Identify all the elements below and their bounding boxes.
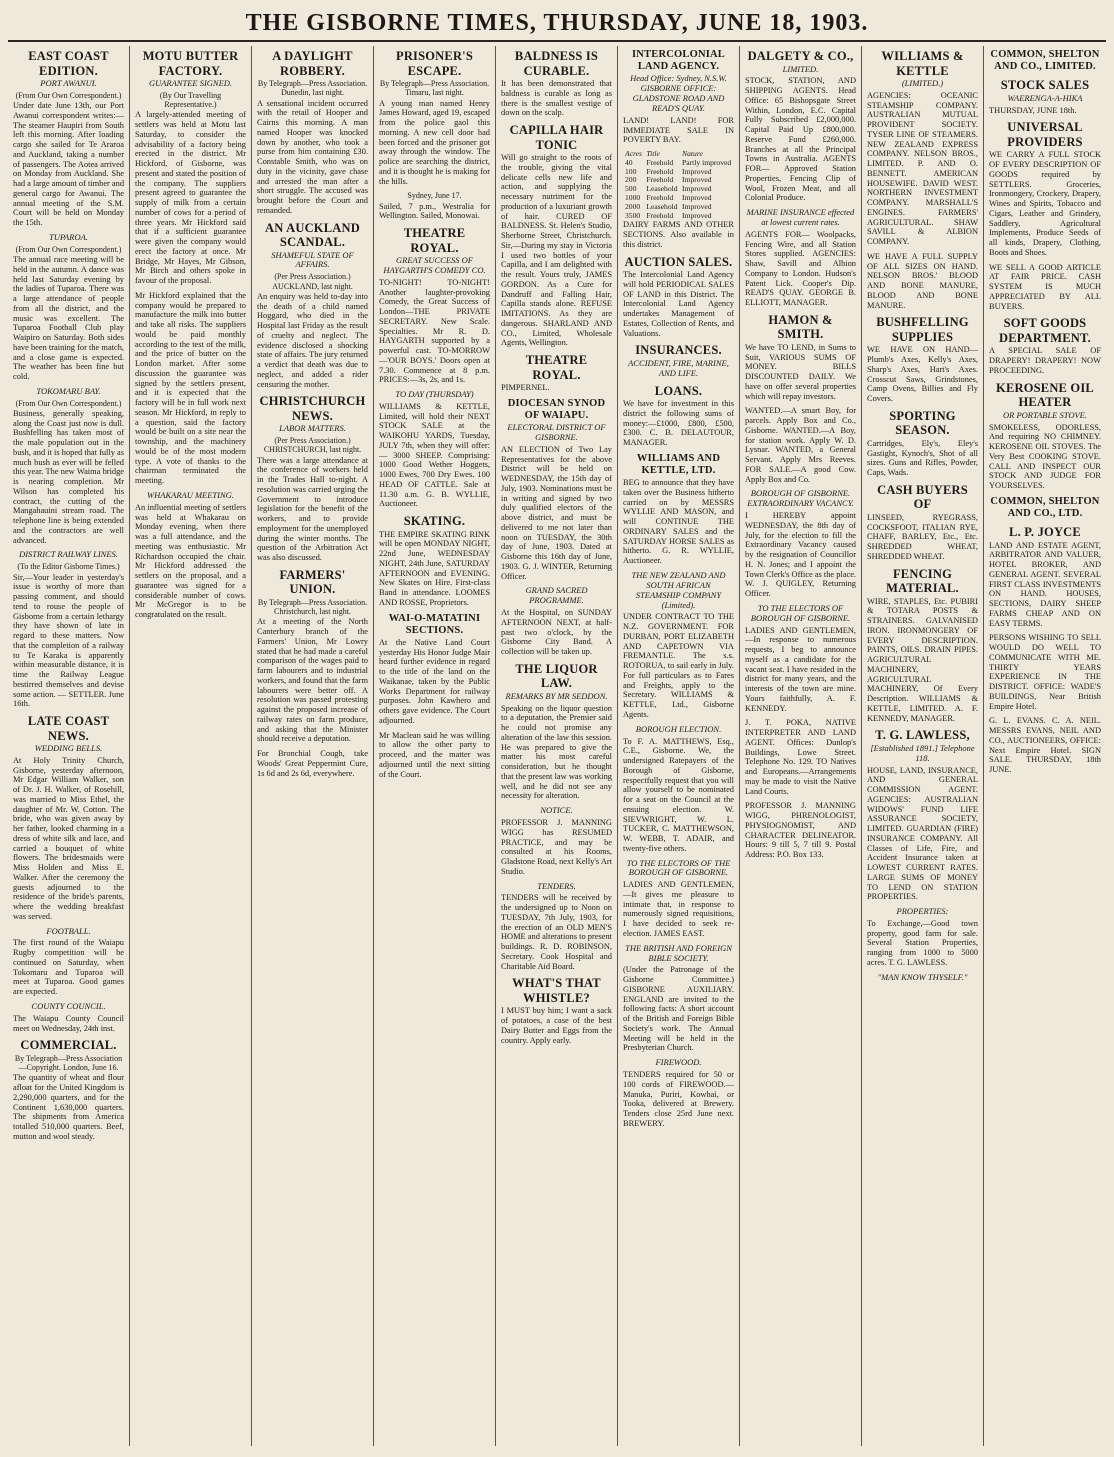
column-4 (374, 46, 496, 1446)
article-headline: HAMON & SMITH. (768, 312, 833, 342)
table-row (623, 176, 734, 185)
article-subhead: PROPERTIES: (896, 906, 949, 917)
article-body: The Intercolonial Land Agency will hold PERIODICAL SALES OF LAND in this District. The Intercolonial Land Agency undertakes Management of Estates, Collection of Rents, and Valuations. (623, 270, 734, 338)
article (867, 252, 978, 311)
article-body: DAIRY FARMS AND OTHER SECTIONS. Also available in this district. (623, 220, 734, 249)
article-headline: A DAYLIGHT ROBBERY. (272, 49, 353, 78)
article-body: HOUSE, LAND, INSURANCE, AND GENERAL COMMISSION AGENT. AGENCIES: AUSTRALIAN WIDOWS' FUND LIFE ASSURANCE SOCIETY, LIMITED. GUARDIAN (FIRE) INSURANCE COMPANY. All Classes of Life, Fire, and Accident Insurance taken at LOWEST CURRENT RATES. LARGE SUMS OF MONEY TO LEND ON STATION PROPERTIES. (867, 765, 978, 902)
article-headline: UNIVERSAL PROVIDERS (1007, 120, 1083, 149)
article (135, 49, 246, 286)
article-body: Business, generally speaking, along the Coast just now is dull. Bushfelling has taken most of the male population out in the bush, and it is hoped that fully as much bush as ever will be felled this year. The new Waima bridge is nearing completion. Mr Wilson has completed his contract, the cutting of the Mangahauini stream road. The telephone line is being extended and the contractors are well advanced. (13, 408, 124, 545)
table-cell: Freehold (646, 193, 674, 203)
column-9 (984, 46, 1106, 1446)
article-body: PROFESSOR J. MANNING WIGG has RESUMED PRACTICE, and may be consulted at his Rooms, Gladstone Road, next Kelly's Art Studio. (501, 818, 612, 876)
article-body: TO-NIGHT! TO-NIGHT! Another laughter-provoking Comedy, the Great Success of London—THE PRIVATE SECRETARY. New Scale. Specialties. Mr R. D. HAYGARTH supported by a powerful cast. TO-MORROW—'OUR BOYS.' Doors open at 7.30. Commence at 8 p.m. PRICES:—3s, 2s, and 1s. (379, 277, 490, 385)
article (867, 483, 978, 562)
article-headline: CHRISTCHURCH NEWS. (259, 394, 366, 423)
article-subhead: THE BRITISH AND FOREIGN BIBLE SOCIETY. (625, 942, 732, 963)
article-subhead: Head Office: Sydney, N.S.W. GISBORNE OFFICE: GLADSTONE ROAD AND READ'S QUAY. (630, 73, 727, 113)
article-subhead: GREAT SUCCESS OF HAYGARTH'S COMEDY CO. (383, 255, 486, 275)
column-2 (130, 46, 252, 1446)
column-8 (862, 46, 984, 1446)
article-body: LAND! LAND! FOR IMMEDIATE SALE IN POVERTY BAY. (623, 115, 734, 145)
page-title: THE GISBORNE TIMES, THURSDAY, JUNE 18, 1903. (8, 6, 1106, 42)
article-subhead: WAERENGA-A-HIKA (1007, 92, 1083, 103)
article-body: STOCK, STATION, AND SHIPPING AGENTS. Head Office: 65 Bishopsgate Street Within, London, E.C. Capital Fully Subscribed £2,000,000. Capital Paid Up £800,000. Reserve Fund £260,000. Branches at all the Principal Towns in Australia. AGENTS FOR— Approved Station Properties, Fencing Clip of Wool, Frozen Meat, and all Colonial Produce. (745, 76, 856, 203)
article-body: WILLIAMS & KETTLE, Limited, will hold their NEXT STOCK SALE at the WAIKOHU YARDS, Tuesday, JULY 7th, when they will offer:— 3000 SHEEP. Comprising: 1000 Good Wether Hoggets, 1000 Ewes, 700 Dry Ewes. 100 HEAD OF CATTLE. Sale at 11.30 a.m. G. B. WYLLIE, Auctioneer. (379, 401, 490, 509)
article-body: TENDERS will be received by the undersigned up to Noon on TUESDAY, 7th July, 1903, for the erection of an OLD MEN'S HOME and alterations to present buildings. R. D. ROBINSON, Secretary. Cook Hospital and Charitable Aid Board. (501, 893, 612, 971)
article (501, 806, 612, 876)
table-cell: Leasehold (646, 184, 678, 194)
article-headline: BALDNESS IS CURABLE. (514, 49, 599, 78)
article-headline: CAPILLA HAIR TONIC (509, 123, 604, 152)
article-body: The quantity of wheat and flour afloat for the United Kingdom is 2,290,000 quarters, and for the Continent 1,630,000 quarters. The shipments from America totalled 510,000 quarters. Beef, mutton and wool steady. (13, 1073, 124, 1141)
article-headline: STOCK SALES (1000, 78, 1090, 93)
article (623, 384, 734, 448)
article (623, 220, 734, 249)
article-dateline: By Telegraph—Press Association. Dunedin, last night. (257, 79, 368, 98)
table-row (623, 212, 734, 221)
article-body: Cartridges, Ely's, Eley's Gastight, Kynoch's, Shot of all sizes. Guns and Rifles, Powder, Caps, Wads. (867, 438, 978, 478)
article (379, 613, 490, 726)
article-body: BEG to announce that they have taken over the Business hitherto carried on by MESSRS WYLLIE AND MASON, and will CONTINUE THE ORDINARY SALES and the SATURDAY HORSE SALES as hitherto. G. R. WYLLIE, Auctioneer. (623, 478, 734, 566)
article-subhead: FOOTBALL. (46, 925, 91, 936)
article (989, 263, 1101, 312)
article (867, 567, 978, 724)
table-cell: 40 (625, 157, 633, 167)
article-subhead: WEDDING BELLS. (34, 743, 103, 753)
article-subhead: NOTICE. (540, 805, 573, 816)
article-headline: AUCTION SALES. (624, 254, 733, 269)
article-body: WE HAVE ON HAND— Plumb's Axes, Kelly's Axes, Sharp's Axes, Hart's Axes. Crosscut Saws, Grindstones, Camp Ovens, Billies and Fly Covers. (867, 345, 978, 404)
table-cell: 2000 (625, 201, 641, 211)
article-headline: SOFT GOODS DEPARTMENT. (999, 316, 1091, 345)
article-headline: T. G. LAWLESS, (875, 728, 970, 743)
article (379, 731, 490, 780)
article-body: Speaking on the liquor question to a deputation, the Premier said he could not promise any alteration of the law this session. He was prepared to give the matter his most careful consideration, but he thought that the present law was working well, and he did not see any necessity for alteration. (501, 703, 612, 801)
article-headline: COMMON, SHELTON AND CO., LIMITED. (990, 49, 1100, 73)
article (13, 550, 124, 709)
article-body: A largely-attended meeting of settlers was held at Motu last Saturday, to consider the advisability of a factory being erected in the district. Mr Hickford, of Gisborne, was present and stated the position of the company. The suppliers present agreed to guarantee the supply of milk from a certain number of cows for a period of three years. Mr Hickford said that if a sufficient guarantee were given the company would erect the factory at once. Mr Bridge, Mr Hayes, Mr Gibson, Mr Birch and others spoke in favour of the proposal. (135, 110, 246, 286)
article (13, 714, 124, 922)
article (13, 387, 124, 546)
table-cell: Freehold (646, 210, 674, 220)
table-cell: 1000 (625, 193, 641, 203)
article (623, 1058, 734, 1128)
article-dateline: (To the Editor Gisborne Times.) (17, 562, 120, 572)
article-dateline: (From Our Own Correspondent.) (15, 244, 122, 254)
table-header: Nature (682, 149, 703, 159)
article (257, 568, 368, 744)
article (257, 394, 368, 563)
article-subhead: TENDERS. (537, 880, 576, 891)
article (867, 409, 978, 478)
article-body: (Under the Patronage of the Gisborne Committee.) GISBORNE AUXILIARY. ENGLAND are invited to the following facts: A short account of the British and Foreign Bible Society's work. The Annual Meeting will be held in the Presbyterian Church. (623, 965, 734, 1053)
article-body: Mr Maclean said he was willing to allow the other party to proceed, and the matter was adjourned until the next sitting of the Court. (379, 730, 490, 779)
table-header: Title (646, 149, 660, 159)
table-cell: Improved (682, 210, 712, 220)
article-headline: INTERCOLONIAL LAND AGENCY. (631, 49, 726, 73)
article-body: THE EMPIRE SKATING RINK will be open MONDAY NIGHT, 22nd June, WEDNESDAY NIGHT, 24th June, SATURDAY AFTERNOON and EVENING. New Skates on Hire. First-class Band in attendance. LOOMES AND ROSSE, Proprietors. (379, 529, 490, 607)
table-cell: Improved (682, 166, 712, 176)
article (379, 390, 490, 509)
article-headline: SKATING. (403, 514, 466, 529)
article-headline: WAI-O-MATATINI SECTIONS. (388, 612, 481, 636)
article-body: It has been demonstrated that baldness is curable as long as there is the smallest vestige of down on the scalp. (501, 79, 612, 118)
column-3 (252, 46, 374, 1446)
article-headline: LOANS. (654, 383, 703, 398)
article-subhead: FIREWOOD. (655, 1057, 702, 1068)
article (989, 49, 1101, 73)
article (13, 49, 124, 228)
article (989, 316, 1101, 375)
article-body: The annual race meeting will be held in the autumn. A dance was held last Saturday evening by the ladies of Tuparoa. There was a large attendance of people from all the district, and the music was excellent. The Tuparoa Football Club play Waipiro on Saturday. Both sides have been training for the match, and a close game is expected. The weather has been fine but cold. (13, 255, 124, 381)
table-cell: Improved (682, 184, 712, 194)
article-subhead: REMARKS BY MR SEDDON. (505, 690, 608, 701)
article (257, 749, 368, 778)
article (623, 571, 734, 720)
article-subhead: DISTRICT RAILWAY LINES. (19, 549, 118, 560)
article (867, 315, 978, 404)
article-body: Sailed, 7 p.m., Westralia for Wellington. Sailed, Monowai. (379, 201, 490, 221)
article-headline: AN AUCKLAND SCANDAL. (265, 220, 360, 250)
article (867, 49, 978, 247)
article-body: Sir,—Your leader in yesterday's issue is worthy of more than passing comment, and should tend to rouse the people of Gisborne from a certain lethargy they have shown of late in regard to these matters. Now that the completion of a railway to Te Karaka is apparently within measurable distance, it is time the Railway League bestirred themselves and devise some action. — SETTLER. June 16th. (13, 572, 124, 709)
article-headline: FARMERS' UNION. (279, 567, 346, 597)
article (745, 208, 856, 308)
article-headline: FENCING MATERIAL. (886, 566, 959, 596)
article-headline: SPORTING SEASON. (889, 408, 956, 438)
table-row (623, 159, 734, 168)
article (135, 291, 246, 486)
table-cell: 200 (625, 175, 637, 185)
article-subhead: BOROUGH OF GISBORNE. EXTRAORDINARY VACANCY. (747, 488, 854, 509)
article-headline: COMMON, SHELTON AND CO., LTD. (990, 495, 1100, 519)
article (745, 718, 856, 796)
article (379, 191, 490, 221)
article-subhead: TO THE ELECTORS OF BOROUGH OF GISBORNE. (750, 602, 851, 623)
article (867, 907, 978, 968)
article (989, 381, 1101, 491)
article-body: AGENTS FOR— Woolpacks, Fencing Wire, and all Station Stores supplied. AGENCIES: Shaw, Savill and Albion Company to London. Hudson's Patent Lick. Cooper's Dip. READ'S QUAY. GEORGE B. ELLIOTT, MANAGER. (745, 229, 856, 308)
article-body: LINSEED, RYEGRASS, COCKSFOOT, ITALIAN RYE, CHAFF, BARLEY, Etc., Etc. SHREDDED WHEAT, SHREDDED WHEAT. (867, 512, 978, 561)
article-body: Under date June 13th, our Port Awanui correspondent writes:—The steamer Haupiri from South left this morning. After loading cargo she sailed for Te Araroa and Auckland, taking a number of passengers. The Aotea arrived on Monday from Auckland. She had a large amount of timber and general cargo for Awanui. The annual meeting of the S.M. Court will be held on Monday the 15th. (13, 101, 125, 228)
article (745, 604, 856, 713)
article-body: Mr Hickford explained that the company would be prepared to manufacture the milk into butter and take all risks. The suppliers would be paid monthly according to the test of the milk, and the price of butter on the London market. After some discussion the guarantee was signed by the settlers present, and it is expected that the factory will be in full work next season. Mr Hickford, in reply to a question, said the factory would be built on a site near the township, and the machinery would be of the most modern type. A vote of thanks to the chairman terminated the meeting. (135, 290, 246, 486)
article (501, 882, 612, 972)
article-subhead: ELECTORAL DISTRICT OF GISBORNE. (507, 422, 606, 442)
article-body: A sensational incident occurred with the retail of Hooper and Cairns this morning. A man named Hooper was knocked down by another, who took a purse from him containing £30. Constable Smith, who was on duty in the vicinity, gave chase and arrested the man after a short struggle. The accused was brought before the Court and remanded. (257, 98, 368, 215)
article-dateline: By Telegraph—Press Association—Copyright. London, June 16. (14, 1053, 123, 1073)
article-headline: INSURANCES. (635, 343, 722, 358)
article (989, 78, 1101, 115)
article-subhead: LABOR MATTERS. (279, 423, 346, 434)
article-headline: THE LIQUOR LAW. (515, 661, 598, 691)
table-row (623, 168, 734, 177)
article-body: LAND AND ESTATE AGENT, ARBITRATOR AND VALUER, HOTEL BROKER, AND GENERAL AGENT. SEVERAL FIRST CLASS INVESTMENTS ON HAND. HOUSES, SECTIONS, DAIRY SHEEP FARMS CHEAP AND ON EASY TERMS. (989, 540, 1101, 628)
table-cell: Partly improved (682, 157, 732, 167)
article-headline: CASH BUYERS OF (877, 482, 968, 512)
article-subhead: TUPAROA. (49, 231, 88, 242)
article-body: We have TO LEND, in Sums to Suit, VARIOUS SUMS OF MONEY. BILLS DISCOUNTED DAILY. We have on offer several properties which will repay investors. (745, 342, 856, 401)
article-subhead: SHAMEFUL STATE OF AFFAIRS. (271, 249, 354, 270)
table-header: Acres (625, 149, 643, 159)
columns-container (8, 46, 1106, 1446)
article (989, 120, 1101, 257)
article (379, 514, 490, 608)
article (989, 525, 1101, 628)
article (623, 453, 734, 566)
article-body: To Exchange,—Good town property, good farm for sale. Several Station Properties, ranging from 1000 to 5000 acres. T. G. LAWLESS. (867, 918, 978, 967)
article (501, 123, 612, 348)
column-1 (8, 46, 130, 1446)
article-subhead: PORT AWANUI. (40, 78, 97, 88)
table-cell: 3500 (625, 210, 641, 220)
article-body: To F. A. MATTHEWS, Esq., C.E., Gisborne. We, the undersigned Ratepayers of the Borough of Gisborne, respectfully request that you will allow yourself to be nominated for a seat on the Council at the ensuing election. W. SIEVWRIGHT, W. L. TUCKER, C. MATTHEWSON, W. WEBB, T. ADAIR, and twenty-five others. (623, 736, 734, 853)
article-headline: EAST COAST EDITION. (28, 49, 109, 78)
article-headline: KEROSENE OIL HEATER (996, 380, 1094, 410)
article-subhead: LIMITED. (782, 63, 819, 74)
article-headline: DIOCESAN SYNOD OF WAIAPU. (507, 397, 606, 421)
article (989, 496, 1101, 520)
article-subhead: "MAN KNOW THYSELF." (877, 971, 968, 982)
article (745, 489, 856, 598)
article-headline: THEATRE ROYAL. (403, 226, 466, 255)
article-body: A SPECIAL SALE OF DRAPERY! DRAPERY! NOW PROCEEDING. (989, 346, 1101, 375)
article-dateline: By Telegraph—Press Association. Christchurch, last night. (257, 597, 368, 617)
article-subhead: WHAKARAU MEETING. (147, 489, 234, 500)
article (13, 233, 124, 382)
article-body: AGENCIES: OCEANIC STEAMSHIP COMPANY. AUSTRALIAN MUTUAL PROVIDENT SOCIETY. TYSER LINE OF STEAMERS. NEW ZEALAND EXPRESS COMPANY. NELSON BROS., LIMITED. P. AND O. BENNETT. AMERICAN HOUSEWIFE. DAVID WEST. NORTHERN INVESTMENT COMPANY. MARSHALL'S ENGINES. FARMERS' AGRICULTURAL. SHAW SAVILL & ALBION COMPANY. (867, 90, 978, 247)
article-dateline: (From Our Own Correspondent.) (15, 90, 122, 100)
article-body: An influential meeting of settlers was held at Whakarau on Monday evening, when there was a full attendance, and the meeting was enthusiastic. Mr Richardson occupied the chair. Mr Hickford addressed the settlers on the proposal, and a guarantee was signed for a considerable number of cows. Mr McGregor is to be congratulated on the result. (135, 502, 246, 619)
column-6 (618, 46, 740, 1446)
table-cell: Freehold (646, 157, 674, 167)
article-body: There was a large attendance at the conference of workers held in the Trades Hall to-night. A resolution was carried urging the Government to introduce legislation for the benefit of the workers, and to provide employment for the unemployed during the winter months. The question of the Arbitration Act was also discussed. (257, 455, 368, 563)
article (989, 633, 1101, 711)
article-dateline: (Per Press Association.) CHRISTCHURCH, last night. (263, 436, 362, 455)
article-dateline: (From Our Own Correspondent.) (15, 398, 122, 408)
article-body: WE SELL A GOOD ARTICLE AT FAIR PRICE. CASH SYSTEM IS MUCH APPRECIATED BY ALL BUYERS. (989, 262, 1101, 311)
article (623, 944, 734, 1053)
article-body: At the Native Land Court yesterday His Honor Judge Mair heard further evidence in regard to the title of the land on the Waikanae, taken by the Public Works Department for railway purposes. John Kawhero and others gave evidence. The Court adjourned. (379, 637, 490, 725)
article-body: WIRE, STAPLES, Etc. PUBIRI & TOTARA POSTS & STRAINERS. GALVANISED IRON. IRONMONGERY OF EVERY DESCRIPTION. PAINTS, OILS. DRAIN PIPES. AGRICULTURAL MACHINERY, AGRICULTURAL MACHINERY, Of Every Description. WILLIAMS & KETTLE, LIMITED. A. F. KENNEDY, MANAGER. (867, 596, 978, 723)
table-cell: Freehold (646, 166, 674, 176)
article-subhead: ACCIDENT, FIRE, MARINE, AND LIFE. (628, 357, 729, 378)
article-body: WE HAVE A FULL SUPPLY OF ALL SIZES ON HAND. NELSON BROS.' BLOOD AND BONE MANURE, BLOOD AND BONE MANURE. (867, 251, 978, 310)
article (257, 49, 368, 216)
article (867, 973, 978, 983)
article-subhead: TO THE ELECTORS OF THE BOROUGH OF GISBORNE. (626, 857, 731, 878)
article-body: UNDER CONTRACT TO THE N.Z. GOVERNMENT. FOR DURBAN, PORT ELIZABETH AND CAPETOWN VIA FREMANTLE. The s.s. ROTORUA, to sail early in July. For full particulars as to Fares and Freights, apply to the Secretary. WILLIAMS & KETTLE, Ltd., Gisborne Agents. (623, 612, 734, 719)
article-headline: PRISONER'S ESCAPE. (395, 49, 474, 78)
article (745, 406, 856, 484)
article-headline: DALGETY & CO., (747, 49, 854, 63)
article (501, 976, 612, 1045)
article-body: LADIES AND GENTLEMEN,—In response to numerous requests, I beg to announce myself as a candidate for the vacant seat. I have resided in the district for many years, and the interests of the town are mine. Yours faithfully, A. F. KENNEDY. (745, 625, 856, 713)
article (745, 801, 856, 860)
article (867, 728, 978, 902)
article-headline: BUSHFELLING SUPPLIES (876, 315, 969, 344)
table-cell: Freehold (646, 175, 674, 185)
article-headline: L. P. JOYCE (1009, 525, 1081, 540)
article (257, 221, 368, 390)
article-dateline: By Telegraph—Press Association. Timaru, last night. (379, 79, 490, 98)
article (501, 662, 612, 801)
article-body: G. L. EVANS. C. A. NEIL. MESSRS EVANS, NEIL AND CO., AUCTIONEERS, OFFICE: Next Empire Hotel. SIGN SALE. THURSDAY, 18th JUNE. (989, 716, 1101, 775)
article-headline: WHAT'S THAT WHISTLE? (512, 976, 601, 1005)
land-price-table (623, 150, 734, 220)
article-dateline: (Per Press Association.) AUCKLAND, last night. (272, 272, 353, 291)
article-body: I MUST buy him; I want a sack of potatoes, a case of the best Dairy Butter and Eggs from the country. Apply early. (501, 1006, 612, 1045)
article (501, 49, 612, 118)
article-body: The Waiapu County Council meet on Wednesday, 24th inst. (13, 1013, 124, 1033)
article (13, 1038, 124, 1141)
article-subhead: BOROUGH ELECTION. (635, 723, 722, 734)
article-subhead: [Established 1891.] Telephone 118. (870, 742, 975, 763)
article-body: The first round of the Waiapu Rugby competition will be continued on Saturday, when Tokomaru and Tuparoa will meet at Tuparoa. Good games are expected. (13, 938, 124, 997)
table-cell: Improved (682, 193, 712, 203)
article-body: At the Hospital, on SUNDAY AFTERNOON NEXT, at half-past two o'clock, by the Gisborne City Band. A collection will be taken up. (501, 608, 612, 657)
article-body: At Holy Trinity Church, Gisborne, yesterday afternoon, Mr Edgar William Walker, son of Dr. J. H. Walker, of Rosehill, was married to Miss Ethel, the daughter of Mr. W. Cotton. The bride, who was given away by her father, looked charming in a dress of white silk and lace, and carried a bouquet of white flowers. The bridesmaids were Miss Holden and Miss E. Walker. After the ceremony the guests adjourned to the residence of the bride's parents, where the wedding breakfast was served. (13, 755, 124, 921)
article-body: An enquiry was held to-day into the death of a child named Hoggard, who died in the Hospital last Friday as the result of cruelty and neglect. The evidence disclosed a shocking state of affairs. The jury returned a verdict that death was due to neglect, and added a rider censuring the mother. (257, 291, 368, 389)
article-subhead: TO DAY (THURSDAY) (395, 389, 474, 400)
article (623, 859, 734, 939)
article-body: A young man named Henry James Howard, aged 19, escaped from the police gaol this morning. A new cell door had been forced and the prisoner got away through the window. The police are searching the district, and it is thought he is making for the hills. (379, 98, 490, 186)
article-body: I HEREBY appoint WEDNESDAY, the 8th day of July, for the election to fill the Extraordinary Vacancy caused by the resignation of Councillor H. N. Jones; and I appoint the Town Clerk's Office as the place. W. J. QUIGLEY, Returning Officer. (745, 511, 857, 599)
article (745, 313, 856, 402)
article-headline: MOTU BUTTER FACTORY. (142, 49, 239, 78)
article-subhead: MARINE INSURANCE effected at lowest current rates. (746, 207, 855, 227)
article-body: WANTED.—A smart Boy, for parcels. Apply Box and Co., Gisborne. WANTED.—A Boy, for station work. Apply W. D. Lysnar. WANTED, a General Servant. Apply Mrs Reeves. FOR SALE.—A good Cow. Apply Box and Co. (745, 406, 856, 484)
article-headline: LATE COAST NEWS. (27, 714, 110, 743)
article (13, 1002, 124, 1033)
column-7 (740, 46, 862, 1446)
article-body: SMOKELESS, ODORLESS, And requiring NO CHIMNEY. KEROSENE OIL STOVES. The Very Best COOKING STOVE. CALL AND INSPECT OUR STOCK AND JUDGE FOR YOURSELVES. (989, 422, 1101, 491)
article-body: WE CARRY A FULL STOCK OF EVERY DESCRIPTION OF GOODS required by SETTLERS. Groceries, Ironmongery, Crockery, Drapery, Wines and Spirits, Tobacco and Cigars, Leather and Grindery, Saddlery, Agricultural Implements, Produce Seeds of all kinds, Drapery, Clothing, Boots and Shoes. (989, 150, 1101, 257)
table-cell: Leasehold (646, 201, 678, 211)
article-subhead: OR PORTABLE STOVE. (1003, 409, 1087, 420)
table-cell: Improved (682, 175, 712, 185)
table-cell: Improved (682, 201, 712, 211)
article-body: Will go straight to the roots of the trouble, giving the vital delicate cells new life and action, and supplying the necessary nutriment for the production of a luxuriant growth of hair. CURED OF BALDNESS. St. Helen's Studio, Sherborne Street, Christchurch. Sir,—During my stay in Victoria I used two bottles of your Capilla, and I am delighted with the result. Yours truly, JAMES GORDON. As a Cure for Dandruff and Falling Hair, Capilla stands alone. REFUSE IMITATIONS. As they are dangerous. SHARLAND AND CO., Limited, Wholesale Agents, Wellington. (501, 153, 612, 348)
article-headline: THEATRE ROYAL. (525, 353, 588, 382)
article-body: We have for investment in this district the following sums of money:—£1000, £800, £500, £300. C. B. DELAUTOUR, MANAGER. (623, 399, 734, 448)
article-subhead: GRAND SACRED PROGRAMME. (525, 585, 588, 606)
article (13, 927, 124, 997)
article-body: J. T. POKA, NATIVE INTERPRETER AND LAND AGENT. Offices: Dunlop's Buildings, Lowe Street. Telephone No. 129. TO Natives and Europeans.—Arrangements may be made to visit the Native Land Courts. (745, 718, 856, 796)
article-headline: COMMERCIAL. (20, 1038, 117, 1053)
article-body: THURSDAY, JUNE 18th. (989, 105, 1077, 115)
article (135, 491, 246, 620)
article (989, 716, 1101, 775)
article (379, 226, 490, 385)
article-body: PERSONS WISHING TO SELL WOULD DO WELL TO COMMUNICATE WITH ME. THIRTY YEARS EXPERIENCE IN THE DISTRICT. OFFICE: WADE'S BUILDINGS, Near British Empire Hotel. (989, 633, 1101, 711)
article-subhead: THE NEW ZEALAND AND SOUTH AFRICAN STEAMSHIP COMPANY (Limited). (631, 569, 726, 610)
article-dateline: Sydney, June 17. (407, 191, 462, 201)
article-headline: WILLIAMS & KETTLE (881, 49, 964, 78)
article (623, 725, 734, 854)
article (501, 586, 612, 656)
article-subhead: GUARANTEE SIGNED. (148, 78, 233, 88)
article (623, 255, 734, 339)
article (623, 49, 734, 145)
article (501, 398, 612, 582)
column-5 (496, 46, 618, 1446)
article-body: PIMPERNEL. (501, 383, 550, 392)
article-body: PROFESSOR J. MANNING WIGG, PHRENOLOGIST, PHYSIOGNOMIST, AND CHARACTER DELINEATOR. Hours: 9 till 5, 7 till 9. Postal Address: P.O. Box 133. (745, 801, 856, 860)
table-cell: 500 (625, 184, 637, 194)
article (623, 343, 734, 378)
article-body: For Bronchial Cough, take Woods' Great Peppermint Cure, 1s 6d and 2s 6d, everywhere. (257, 749, 368, 778)
article-body: TENDERS required for 50 or 100 cords of FIREWOOD.—Manuka, Puriri, Kowhai, or Tooka, delivered at Brewery. Tenders close 25rd June next. BREWERY. (623, 1070, 734, 1128)
article (379, 49, 490, 186)
article-body: At a meeting of the North Canterbury branch of the Farmers' Union, Mr Lowry stated that he had made a careful comparison of the wages paid to farm labourers and to industrial workers, and found that the farm labourers were better off. A resolution was passed protesting against the proposed increase of railway rates on farm produce, and asking that the Minister should receive a deputation. (257, 617, 368, 744)
article (501, 353, 612, 393)
table-cell: 100 (625, 166, 637, 176)
article-subhead: (LIMITED.) (901, 78, 944, 88)
article (745, 49, 856, 203)
article-body: AN ELECTION of Two Lay Representatives for the above District will be held on WEDNESDAY, the 15th day of July, 1903. Nominations must be in writing and signed by two duly qualified electors of the above district, and must be delivered to me not later than noon on TUESDAY, the 30th day of June, 1903. Dated at Gisborne this 16th day of June, 1903. G. J. WINTER, Returning Officer. (501, 444, 612, 581)
article-dateline: (By Our Travelling Representative.) (159, 90, 222, 110)
article-subhead: COUNTY COUNCIL. (31, 1000, 106, 1011)
article-headline: WILLIAMS AND KETTLE, LTD. (636, 452, 721, 477)
article-body: LADIES AND GENTLEMEN,—It gives me pleasure to intimate that, in response to numerously signed requisitions, I have decided to seek re-election. JAMES EAST. (623, 880, 734, 938)
article-subhead: TOKOMARU BAY. (36, 385, 101, 396)
